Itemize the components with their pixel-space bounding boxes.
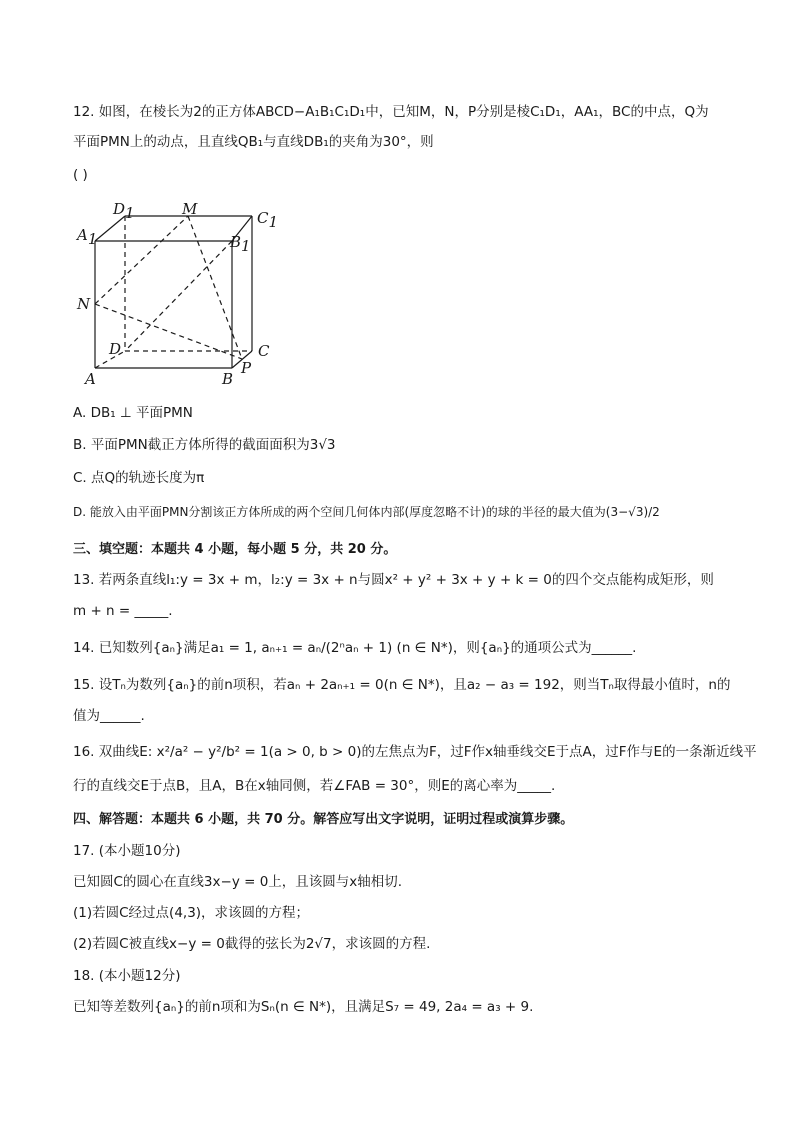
q18-stem: 已知等差数列{aₙ}的前n项和为Sₙ(n ∈ N*)，且满足S₇ = 49, 2a₄ = a₃ + 9. (73, 999, 534, 1015)
q12-option-b: B. 平面PMN截正方体所得的截面面积为3√3 (73, 437, 336, 453)
q17-stem: 已知圆C的圆心在直线3x−y = 0上，且该圆与x轴相切. (73, 874, 403, 890)
q12-stem-line1: 12. 如图，在棱长为2的正方体ABCD−A₁B₁C₁D₁中，已知M，N，P分别是棱C₁D₁，AA₁，BC的中点，Q为 (73, 104, 709, 120)
label-A1: A1 (77, 226, 98, 248)
q12-answer-bracket: ( ) (73, 167, 88, 183)
q16-line1: 16. 双曲线E: x²/a² − y²/b² = 1(a > 0, b > 0)的左焦点为F，过F作x轴垂线交E于点A，过F作与E的一条渐近线平 (73, 744, 757, 760)
cube-figure (75, 196, 290, 396)
label-C1: C1 (257, 209, 279, 231)
label-A: A (85, 370, 96, 388)
label-D1: D1 (113, 200, 135, 222)
q13-line2: m + n = _____. (73, 603, 173, 619)
q12-option-d: D. 能放入由平面PMN分割该正方体所成的两个空间几何体内部(厚度忽略不计)的球的半径的最大值为(3−√3)/2 (73, 505, 660, 519)
q17-title: 17. (本小题10分) (73, 843, 181, 859)
q17-part1: (1)若圆C经过点(4,3)，求该圆的方程； (73, 905, 310, 921)
q15-line2: 值为______. (73, 708, 145, 724)
label-B: B (222, 370, 234, 388)
section-solution-heading: 四、解答题：本题共 6 小题，共 70 分。解答应写出文字说明，证明过程或演算步骤。 (73, 812, 574, 827)
q12-stem-line2: 平面PMN上的动点，且直线QB₁与直线DB₁的夹角为30°，则 (73, 134, 434, 150)
label-M: M (182, 200, 198, 218)
q12-option-c: C. 点Q的轨迹长度为π (73, 470, 205, 486)
q14-stem: 14. 已知数列{aₙ}满足a₁ = 1, aₙ₊₁ = aₙ/(2ⁿaₙ + 1) (n ∈ N*)，则{aₙ}的通项公式为______. (73, 640, 637, 656)
label-C: C (258, 342, 270, 360)
q13-line1: 13. 若两条直线l₁:y = 3x + m，l₂:y = 3x + n与圆x² + y² + 3x + y + k = 0的四个交点能构成矩形，则 (73, 572, 714, 588)
section-fill-in-heading: 三、填空题：本题共 4 小题，每小题 5 分，共 20 分。 (73, 542, 397, 557)
q12-option-a: A. DB₁ ⊥ 平面PMN (73, 405, 193, 421)
q16-line2: 行的直线交E于点B，且A，B在x轴同侧，若∠FAB = 30°，则E的离心率为_____. (73, 778, 556, 794)
label-N: N (77, 295, 91, 313)
q18-title: 18. (本小题12分) (73, 968, 181, 984)
q17-part2: (2)若圆C被直线x−y = 0截得的弦长为2√7，求该圆的方程. (73, 936, 431, 952)
label-B1: B1 (230, 233, 251, 255)
q15-line1: 15. 设Tₙ为数列{aₙ}的前n项积，若aₙ + 2aₙ₊₁ = 0(n ∈ N*)，且a₂ − a₃ = 192，则当Tₙ取得最小值时，n的 (73, 677, 731, 693)
label-D: D (109, 340, 122, 358)
label-P: P (241, 359, 252, 377)
